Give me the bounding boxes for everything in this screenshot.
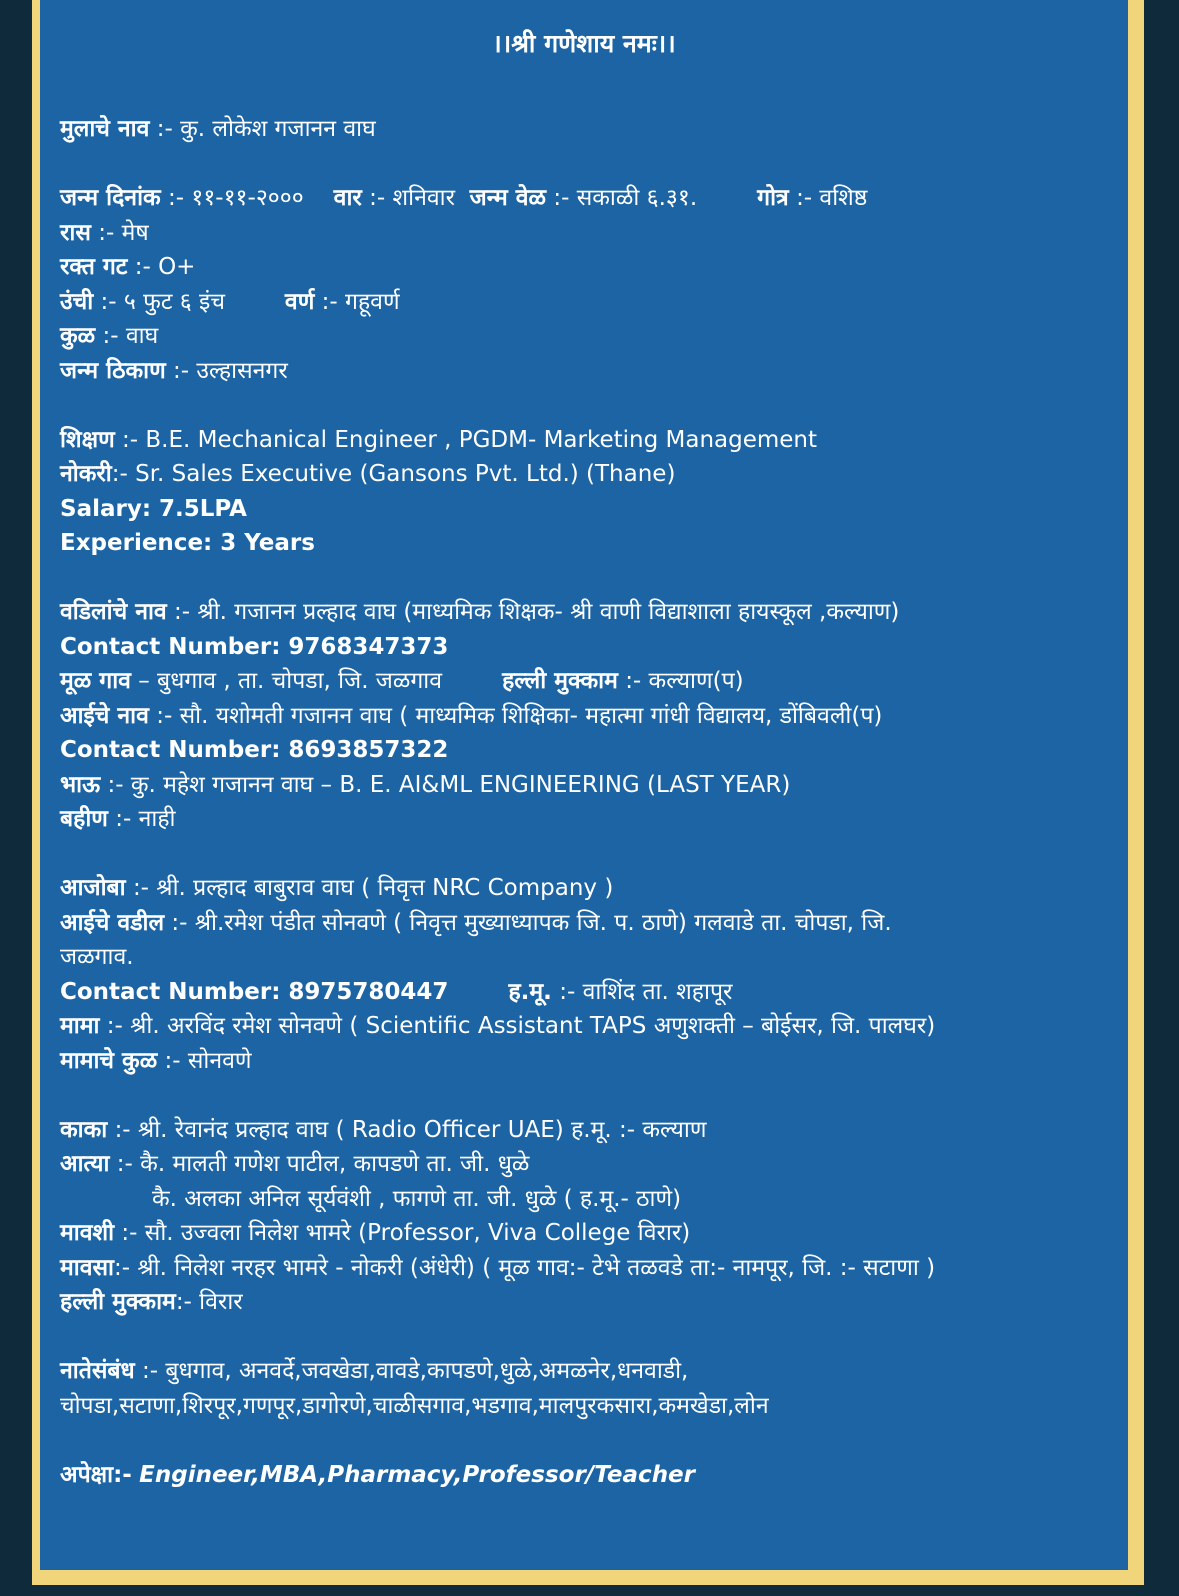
kul-row: कुळ :- वाघ [60, 323, 159, 349]
biodata-panel [40, 0, 1128, 1570]
expectation-row: अपेक्षा:- Engineer,MBA,Pharmacy,Professor/Teacher [60, 1461, 696, 1488]
relations-row: नातेसंबंध :- बुधगाव, अनवर्दे,जवखेडा,वावडे,कापडणे,धुळे,अमळनेर,धनवाडी, [60, 1358, 689, 1384]
mother-contact-row: Contact Number: 8693857322 [60, 737, 449, 763]
experience-row: Experience: 3 Years [60, 530, 315, 556]
blood-group-row: रक्त गट :- O+ [60, 254, 196, 280]
sister-row: बहीण :- नाही [60, 806, 176, 832]
father-row: वडिलांचे नाव :- श्री. गजानन प्रल्हाद वाघ (माध्यमिक शिक्षक- श्री वाणी विद्याशाला हायस्कूल ,कल्याण) [60, 599, 900, 625]
maternal-grandfather-row-cont: जळगाव. [60, 944, 134, 970]
page-title: ।।श्री गणेशाय नमः।। [492, 29, 676, 58]
mother-row: आईचे नाव :- सौ. यशोमती गजानन वाघ ( माध्यमिक शिक्षिका- महात्मा गांधी विद्यालय, डोंबिवली(प) [60, 702, 883, 729]
salary-row: Salary: 7.5LPA [60, 495, 247, 522]
mavsa-residence-row: हल्ली मुक्काम:- विरार [60, 1289, 243, 1315]
father-contact-row: Contact Number: 9768347373 [60, 633, 449, 660]
mama-row: मामा :- श्री. अरविंद रमेश सोनवणे ( Scientific Assistant TAPS अणुशक्ती – बोईसर, जि. पालघर) [60, 1013, 936, 1039]
atya-row: आत्या :- कै. मालती गणेश पाटील, कापडणे ता. जी. धुळे [60, 1151, 530, 1177]
mavsa-row: मावसा:- श्री. निलेश नरहर भामरे - नोकरी (अंधेरी) ( मूळ गाव:- टेभे तळवडे ता:- नामपूर, जि. :- सटाणा ) [60, 1254, 936, 1281]
atya-row-cont: कै. अलका अनिल सूर्यवंशी , फागणे ता. जी. धुळे ( ह.मू.- ठाणे) [152, 1185, 682, 1212]
ras-row: रास :- मेष [60, 219, 149, 246]
relations-row-cont: चोपडा,सटाणा,शिरपूर,गणपूर,डागोरणे,चाळीसगाव,भडगाव,मालपुरकसारा,कमखेडा,लोन [60, 1392, 769, 1419]
birthplace-row: जन्म ठिकाण :- उल्हासनगर [60, 357, 288, 384]
maternal-contact-row: Contact Number: 8975780447 ह.मू. :- वाशिंद ता. शहापूर [60, 978, 733, 1005]
job-row: नोकरी:- Sr. Sales Executive (Gansons Pvt. Ltd.) (Thane) [60, 461, 676, 487]
mama-kul-row: मामाचे कुळ :- सोनवणे [60, 1047, 252, 1074]
village-row: मूळ गाव – बुधगाव , ता. चोपडा, जि. जळगाव हल्ली मुक्काम :- कल्याण(प) [60, 668, 744, 694]
education-row: शिक्षण :- B.E. Mechanical Engineer , PGDM- Marketing Management [60, 426, 818, 453]
kaka-row: काका :- श्री. रेवानंद प्रल्हाद वाघ ( Radio Officer UAE) ह.मू. :- कल्याण [60, 1116, 707, 1143]
mavshi-row: मावशी :- सौ. उज्वला निलेश भामरे (Professor, Viva College विरार) [60, 1220, 691, 1246]
birth-row: जन्म दिनांक :- ११-११-२००० वार :- शनिवार जन्म वेळ :- सकाळी ६.३१. गोत्र :- वशिष्ठ [60, 185, 868, 211]
height-row: उंची :- ५ फुट ६ इंच वर्ण :- गहूवर्ण [60, 288, 400, 315]
grandfather-row: आजोबा :- श्री. प्रल्हाद बाबुराव वाघ ( निवृत्त NRC Company ) [60, 875, 614, 901]
biodata-content [60, 24, 1108, 1492]
maternal-grandfather-row: आईचे वडील :- श्री.रमेश पंडीत सोनवणे ( निवृत्त मुख्याध्यापक जि. प. ठाणे) गलवाडे ता. चोपडा, जि. [60, 909, 892, 936]
name-row: मुलाचे नाव :- कु. लोकेश गजानन वाघ [60, 116, 376, 142]
brother-row: भाऊ :- कु. महेश गजानन वाघ – B. E. AI&ML ENGINEERING (LAST YEAR) [60, 771, 791, 798]
